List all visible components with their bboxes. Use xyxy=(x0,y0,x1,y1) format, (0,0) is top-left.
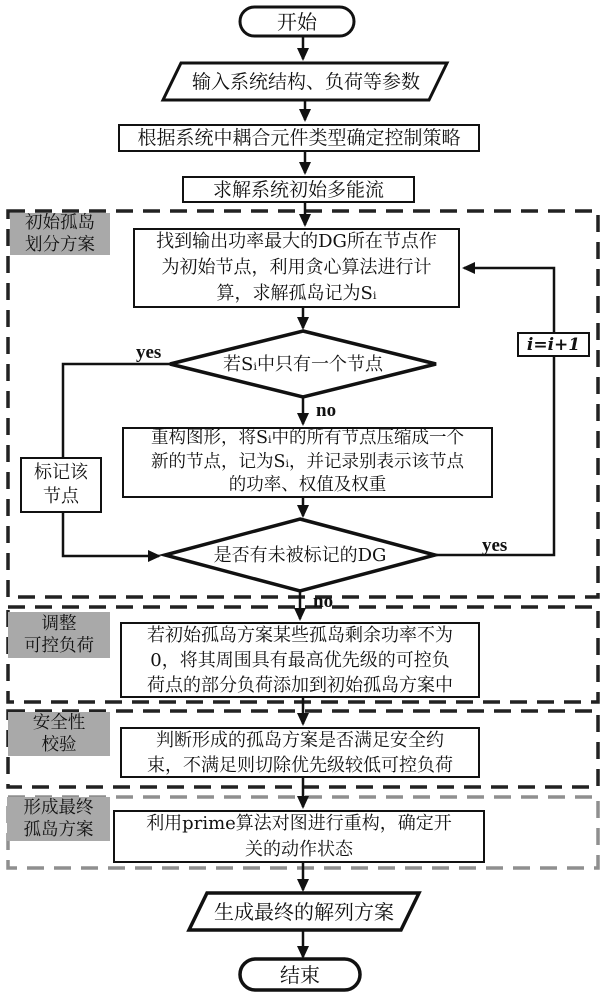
end-node xyxy=(240,959,360,990)
control-strategy-label: 根据系统中耦合元件类型确定控制策略 xyxy=(137,127,461,149)
section-label-line: 安全性 xyxy=(32,713,86,733)
mark-node-line2: 节点 xyxy=(43,486,79,507)
solve-initial-flow-label: 求解系统初始多能流 xyxy=(212,178,384,201)
edge-label-no-1: no xyxy=(316,400,337,421)
adjust-load-line3: 荷点的部分负荷添加到初始孤岛方案中 xyxy=(147,674,453,696)
section-label-line: 初始孤岛 xyxy=(25,213,95,233)
find-dg-line2: 为初始节点，利用贪心算法进行计 xyxy=(161,257,432,278)
adjust-load-line1: 若初始孤岛方案某些孤岛剩余功率不为 xyxy=(147,624,453,646)
section-label-safety-check xyxy=(8,712,110,756)
rebuild-graph-line3: 的功率、权值及权重 xyxy=(228,475,387,496)
edge-label-yes-1: yes xyxy=(136,342,162,363)
section-label-line: 可控负荷 xyxy=(24,636,94,656)
section-label-initial-islanding xyxy=(10,213,110,255)
solve-initial-flow-node xyxy=(182,176,415,203)
section-label-final-plan xyxy=(7,797,110,841)
mark-node-node xyxy=(20,457,102,513)
increment-label: i=i+1 xyxy=(526,334,581,355)
find-dg-node xyxy=(133,228,460,308)
decision-unmarked-dg-label: 是否有未被标记的DG xyxy=(213,544,387,566)
safety-check-node xyxy=(120,727,480,778)
input-params-label: 输入系统结构、负荷等参数 xyxy=(191,70,420,93)
prime-rebuild-line1: 利用prime算法对图进行重构，确定开 xyxy=(146,812,452,834)
find-dg-line1: 找到输出功率最大的DG所在节点作 xyxy=(156,231,437,252)
prime-rebuild-node xyxy=(113,810,485,863)
generate-plan-node xyxy=(189,893,419,930)
section-label-line: 调整 xyxy=(41,614,77,634)
prime-rebuild-line2: 关的动作状态 xyxy=(245,838,353,860)
decision-unmarked-dg-node xyxy=(180,543,420,567)
edge-label-yes-2: yes xyxy=(482,535,508,556)
safety-check-line1: 判断形成的孤岛方案是否满足安全约 xyxy=(156,729,444,751)
adjust-load-node xyxy=(120,622,480,698)
rebuild-graph-node xyxy=(122,427,493,498)
safety-check-line2: 束，不满足则切除优先级较低可控负荷 xyxy=(147,754,453,776)
adjust-load-line2: 0，将其周围具有最高优先级的可控负 xyxy=(150,649,450,671)
end-label: 结束 xyxy=(280,962,320,987)
rebuild-graph-line2: 新的节点，记为Sᵢ，并记录别表示该节点 xyxy=(150,451,464,472)
section-label-line: 校验 xyxy=(41,735,77,755)
section-label-line: 划分方案 xyxy=(25,235,95,255)
mark-node-line1: 标记该 xyxy=(34,462,88,483)
edge-label-no-2: no xyxy=(313,591,334,612)
section-label-adjust-load xyxy=(8,612,110,658)
generate-plan-label: 生成最终的解列方案 xyxy=(214,899,394,924)
edge-decision2-yes-to-find-dg xyxy=(435,268,554,555)
start-node xyxy=(240,7,354,36)
find-dg-line3: 算，求解孤岛记为Sᵢ xyxy=(216,283,377,304)
section-label-line: 形成最终 xyxy=(23,798,94,818)
section-label-line: 孤岛方案 xyxy=(23,820,94,840)
decision-single-node xyxy=(183,352,423,376)
increment-node xyxy=(517,332,590,357)
rebuild-graph-line1: 重构图形，将Sᵢ中的所有节点压缩成一个 xyxy=(150,428,464,449)
start-label: 开始 xyxy=(277,9,317,34)
decision-single-node-label: 若Sᵢ中只有一个节点 xyxy=(223,353,383,375)
control-strategy-node xyxy=(118,124,480,152)
input-params-node xyxy=(168,63,444,100)
